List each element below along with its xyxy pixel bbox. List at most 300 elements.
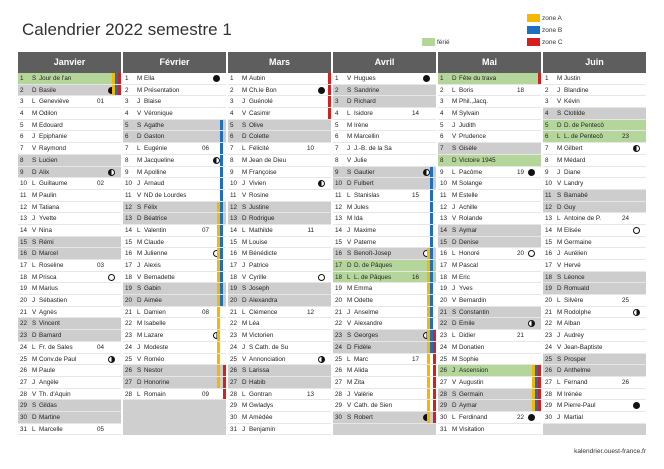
weekday-letter: L bbox=[557, 215, 561, 223]
day-number: 25 bbox=[335, 355, 343, 363]
day-row[interactable] bbox=[438, 318, 541, 330]
day-row[interactable] bbox=[543, 178, 646, 190]
day-row[interactable] bbox=[438, 260, 541, 272]
day-row[interactable] bbox=[543, 307, 646, 319]
week-number: 09 bbox=[201, 390, 209, 398]
day-row[interactable] bbox=[333, 365, 436, 377]
zone-c-bar bbox=[328, 73, 331, 84]
weekday-letter: V bbox=[137, 191, 142, 199]
day-row[interactable] bbox=[333, 155, 436, 167]
day-row[interactable] bbox=[18, 330, 121, 342]
day-number: 6 bbox=[335, 133, 339, 141]
saint-name: Guénolé bbox=[249, 98, 273, 106]
day-row[interactable] bbox=[543, 283, 646, 295]
week-number: 11 bbox=[307, 226, 314, 234]
day-row[interactable] bbox=[123, 120, 226, 132]
weekday-letter: J bbox=[242, 98, 246, 106]
day-row[interactable] bbox=[228, 400, 331, 412]
day-row[interactable] bbox=[123, 295, 226, 307]
day-row[interactable] bbox=[333, 330, 436, 342]
day-row[interactable] bbox=[228, 330, 331, 342]
saint-name: Richard bbox=[354, 98, 376, 106]
day-row[interactable] bbox=[123, 283, 226, 295]
saint-name: Colette bbox=[249, 133, 269, 141]
day-row[interactable] bbox=[228, 354, 331, 366]
legend-zone-c-label: zone C bbox=[542, 38, 563, 46]
zone-c-bar bbox=[433, 330, 436, 341]
day-number: 7 bbox=[125, 145, 129, 153]
day-row[interactable] bbox=[18, 225, 121, 237]
zone-c-bar bbox=[538, 365, 541, 376]
zone-a-bar bbox=[217, 307, 220, 318]
day-row[interactable] bbox=[543, 412, 646, 424]
month-header: Mars bbox=[228, 52, 331, 73]
day-row[interactable] bbox=[543, 295, 646, 307]
day-row[interactable] bbox=[123, 108, 226, 120]
day-row[interactable] bbox=[228, 131, 331, 143]
day-number: 14 bbox=[20, 226, 28, 234]
weekday-letter: J bbox=[452, 367, 456, 375]
day-row[interactable] bbox=[543, 96, 646, 108]
day-row[interactable] bbox=[228, 202, 331, 214]
day-number: 16 bbox=[230, 250, 238, 258]
day-row[interactable] bbox=[18, 354, 121, 366]
day-row[interactable] bbox=[123, 342, 226, 354]
day-row[interactable] bbox=[123, 202, 226, 214]
day-row[interactable] bbox=[438, 85, 541, 97]
day-row[interactable] bbox=[333, 412, 436, 424]
day-row[interactable] bbox=[228, 73, 331, 85]
day-row[interactable] bbox=[18, 260, 121, 272]
saint-name: Didier bbox=[459, 332, 476, 340]
day-row[interactable] bbox=[228, 365, 331, 377]
weekday-letter: J bbox=[242, 262, 246, 269]
day-number: 5 bbox=[230, 121, 234, 129]
day-row[interactable] bbox=[123, 213, 226, 225]
day-row[interactable] bbox=[228, 155, 331, 167]
weekday-letter: D bbox=[557, 285, 562, 293]
day-row[interactable] bbox=[438, 342, 541, 354]
day-row[interactable] bbox=[543, 120, 646, 132]
day-number: 27 bbox=[230, 378, 238, 386]
day-row[interactable] bbox=[543, 389, 646, 401]
zone-a-bar bbox=[217, 342, 220, 353]
day-row[interactable] bbox=[18, 283, 121, 295]
day-row[interactable] bbox=[123, 307, 226, 319]
day-row[interactable] bbox=[543, 377, 646, 389]
zone-b-bar bbox=[430, 272, 433, 283]
day-row[interactable] bbox=[333, 283, 436, 295]
day-row[interactable] bbox=[123, 178, 226, 190]
day-row[interactable] bbox=[333, 342, 436, 354]
day-row[interactable] bbox=[228, 307, 331, 319]
weekday-letter: M bbox=[137, 332, 143, 340]
day-row[interactable] bbox=[18, 131, 121, 143]
saint-name: Zita bbox=[354, 378, 365, 386]
day-row[interactable] bbox=[333, 260, 436, 272]
day-row[interactable] bbox=[333, 143, 436, 155]
weekday-letter: D bbox=[137, 297, 142, 305]
day-row[interactable] bbox=[543, 85, 646, 97]
day-row[interactable] bbox=[333, 85, 436, 97]
day-row[interactable] bbox=[18, 202, 121, 214]
day-number: 16 bbox=[335, 250, 343, 258]
saint-name: Benjamin bbox=[249, 425, 276, 433]
day-row[interactable] bbox=[228, 424, 331, 436]
day-row[interactable] bbox=[18, 120, 121, 132]
day-row[interactable] bbox=[333, 73, 436, 85]
day-number: 21 bbox=[230, 308, 238, 316]
day-row[interactable] bbox=[18, 318, 121, 330]
zone-c-bar bbox=[223, 389, 226, 400]
day-row[interactable] bbox=[123, 354, 226, 366]
day-row[interactable] bbox=[333, 389, 436, 401]
day-row[interactable] bbox=[438, 377, 541, 389]
day-row[interactable] bbox=[228, 178, 331, 190]
day-number: 25 bbox=[125, 355, 133, 363]
day-row[interactable] bbox=[438, 96, 541, 108]
day-row[interactable] bbox=[438, 178, 541, 190]
day-row[interactable] bbox=[438, 155, 541, 167]
day-row[interactable] bbox=[333, 213, 436, 225]
day-row[interactable] bbox=[543, 225, 646, 237]
day-row[interactable] bbox=[228, 96, 331, 108]
day-row[interactable] bbox=[438, 295, 541, 307]
day-row[interactable] bbox=[123, 318, 226, 330]
day-row[interactable] bbox=[438, 248, 541, 260]
day-row[interactable] bbox=[438, 307, 541, 319]
day-row[interactable] bbox=[543, 131, 646, 143]
day-row[interactable] bbox=[228, 85, 331, 97]
day-number: 22 bbox=[545, 320, 553, 328]
day-row[interactable] bbox=[333, 400, 436, 412]
day-row[interactable] bbox=[333, 248, 436, 260]
day-number: 29 bbox=[230, 402, 238, 410]
day-row[interactable] bbox=[438, 389, 541, 401]
weekday-letter: J bbox=[557, 332, 561, 340]
day-row[interactable] bbox=[228, 120, 331, 132]
day-row[interactable] bbox=[123, 248, 226, 260]
day-row[interactable] bbox=[228, 377, 331, 389]
day-row[interactable] bbox=[438, 412, 541, 424]
day-number: 20 bbox=[545, 297, 553, 305]
saint-name: Sylvain bbox=[459, 110, 480, 118]
day-row[interactable] bbox=[18, 143, 121, 155]
week-number: 04 bbox=[96, 343, 104, 351]
day-row[interactable] bbox=[123, 155, 226, 167]
day-number: 22 bbox=[335, 320, 343, 328]
day-row[interactable] bbox=[438, 237, 541, 249]
day-row[interactable] bbox=[18, 73, 121, 85]
day-row[interactable] bbox=[333, 272, 436, 284]
day-row[interactable] bbox=[438, 73, 541, 85]
weekday-letter: L bbox=[137, 226, 141, 234]
day-row[interactable] bbox=[18, 424, 121, 436]
saint-name: Anthelme bbox=[564, 367, 591, 375]
day-row[interactable] bbox=[543, 400, 646, 412]
zone-b-bar bbox=[430, 307, 433, 318]
day-row[interactable] bbox=[333, 354, 436, 366]
weekday-letter: D bbox=[452, 75, 457, 82]
saint-name: Basile bbox=[39, 86, 57, 94]
day-row[interactable] bbox=[438, 202, 541, 214]
day-number: 30 bbox=[20, 413, 28, 421]
day-row[interactable] bbox=[333, 202, 436, 214]
day-number: 7 bbox=[545, 145, 549, 153]
day-row[interactable] bbox=[438, 283, 541, 295]
weekday-letter: D bbox=[242, 378, 247, 386]
zone-b-bar bbox=[220, 131, 223, 142]
saint-name: Rosine bbox=[249, 191, 269, 199]
weekday-letter: L bbox=[242, 308, 246, 316]
day-row[interactable] bbox=[333, 167, 436, 179]
day-number: 19 bbox=[230, 285, 238, 293]
day-row[interactable] bbox=[333, 377, 436, 389]
weekday-letter: D bbox=[32, 86, 37, 94]
day-row[interactable] bbox=[228, 248, 331, 260]
day-row[interactable] bbox=[438, 365, 541, 377]
day-row[interactable] bbox=[228, 412, 331, 424]
day-row[interactable] bbox=[438, 424, 541, 436]
day-row[interactable] bbox=[123, 225, 226, 237]
day-row[interactable] bbox=[123, 377, 226, 389]
day-row[interactable] bbox=[333, 120, 436, 132]
day-row[interactable] bbox=[123, 330, 226, 342]
day-row[interactable] bbox=[333, 190, 436, 202]
day-row[interactable] bbox=[18, 108, 121, 120]
weekday-letter: D bbox=[242, 215, 247, 223]
day-row[interactable] bbox=[228, 272, 331, 284]
day-number: 11 bbox=[545, 191, 552, 199]
day-row[interactable] bbox=[18, 272, 121, 284]
day-row[interactable] bbox=[228, 260, 331, 272]
weekday-letter: M bbox=[32, 191, 38, 199]
saint-name: Th. d'Aquin bbox=[39, 390, 71, 398]
day-row[interactable] bbox=[18, 248, 121, 260]
first-quarter-moon-icon bbox=[528, 320, 535, 327]
day-row[interactable] bbox=[18, 365, 121, 377]
zone-c-bar bbox=[433, 389, 436, 400]
day-row[interactable] bbox=[18, 167, 121, 179]
zone-a-bar bbox=[427, 412, 430, 423]
day-row[interactable] bbox=[18, 389, 121, 401]
day-row[interactable] bbox=[438, 143, 541, 155]
full-moon-icon bbox=[423, 75, 430, 82]
day-number: 8 bbox=[545, 156, 549, 164]
day-row[interactable] bbox=[438, 190, 541, 202]
day-row[interactable] bbox=[18, 237, 121, 249]
day-row[interactable] bbox=[123, 260, 226, 272]
day-row[interactable] bbox=[438, 213, 541, 225]
day-row[interactable] bbox=[333, 108, 436, 120]
day-number: 6 bbox=[20, 133, 24, 141]
saint-name: Paterne bbox=[354, 238, 377, 246]
day-row[interactable] bbox=[333, 178, 436, 190]
day-row[interactable] bbox=[18, 213, 121, 225]
day-row[interactable] bbox=[543, 365, 646, 377]
day-row[interactable] bbox=[228, 108, 331, 120]
saint-name: Clotilde bbox=[564, 110, 585, 118]
saint-name: Nina bbox=[39, 226, 52, 234]
day-row[interactable] bbox=[18, 85, 121, 97]
day-row[interactable] bbox=[438, 225, 541, 237]
zone-b-bar bbox=[430, 213, 433, 224]
day-row[interactable] bbox=[543, 155, 646, 167]
zone-c-bar bbox=[538, 73, 541, 84]
day-row[interactable] bbox=[123, 73, 226, 85]
day-row[interactable] bbox=[543, 272, 646, 284]
day-row[interactable] bbox=[543, 237, 646, 249]
day-row[interactable] bbox=[438, 108, 541, 120]
day-row[interactable] bbox=[333, 318, 436, 330]
day-row[interactable] bbox=[18, 412, 121, 424]
weekday-letter: S bbox=[347, 168, 352, 176]
day-row[interactable] bbox=[228, 190, 331, 202]
saint-name: Félicité bbox=[249, 145, 269, 153]
day-row[interactable] bbox=[123, 85, 226, 97]
months-grid bbox=[18, 52, 646, 435]
day-row[interactable] bbox=[18, 307, 121, 319]
weekday-letter: D bbox=[347, 343, 352, 351]
day-number: 27 bbox=[335, 378, 343, 386]
weekday-letter: D bbox=[32, 413, 37, 421]
day-row[interactable] bbox=[18, 377, 121, 389]
day-row[interactable] bbox=[123, 96, 226, 108]
day-row[interactable] bbox=[228, 143, 331, 155]
weekday-letter: V bbox=[452, 215, 457, 223]
day-row[interactable] bbox=[333, 237, 436, 249]
day-number: 1 bbox=[440, 75, 444, 82]
saint-name: Visitation bbox=[459, 425, 485, 433]
zone-b-bar bbox=[430, 202, 433, 213]
day-number: 20 bbox=[440, 297, 448, 305]
day-row[interactable] bbox=[438, 354, 541, 366]
day-row[interactable] bbox=[228, 342, 331, 354]
saint-name: Rolande bbox=[459, 215, 483, 223]
day-row[interactable] bbox=[333, 131, 436, 143]
day-row[interactable] bbox=[333, 307, 436, 319]
weekday-letter: M bbox=[347, 297, 353, 305]
day-number: 19 bbox=[335, 285, 343, 293]
day-row[interactable] bbox=[543, 143, 646, 155]
weekday-letter: D bbox=[137, 378, 142, 386]
day-row[interactable] bbox=[438, 400, 541, 412]
day-number: 26 bbox=[20, 367, 28, 375]
saint-name: Blaise bbox=[144, 98, 162, 106]
day-row[interactable] bbox=[18, 342, 121, 354]
day-number: 23 bbox=[230, 332, 238, 340]
zone-b-bar bbox=[220, 143, 223, 154]
day-row[interactable] bbox=[543, 260, 646, 272]
day-row[interactable] bbox=[333, 96, 436, 108]
day-row[interactable] bbox=[438, 272, 541, 284]
day-row[interactable] bbox=[123, 237, 226, 249]
day-number: 29 bbox=[20, 402, 28, 410]
weekday-letter: J bbox=[242, 425, 246, 433]
weekday-letter: D bbox=[137, 133, 142, 141]
day-row[interactable] bbox=[228, 213, 331, 225]
day-row[interactable] bbox=[18, 96, 121, 108]
zone-a-bar bbox=[217, 330, 220, 341]
weekday-letter: L bbox=[32, 425, 36, 433]
day-row[interactable] bbox=[228, 295, 331, 307]
day-row[interactable] bbox=[18, 178, 121, 190]
day-row[interactable] bbox=[18, 295, 121, 307]
day-row[interactable] bbox=[123, 272, 226, 284]
day-row[interactable] bbox=[543, 318, 646, 330]
day-row[interactable] bbox=[543, 73, 646, 85]
weekday-letter: V bbox=[347, 320, 352, 328]
day-row[interactable] bbox=[543, 202, 646, 214]
day-row[interactable] bbox=[123, 389, 226, 401]
saint-name: Présentation bbox=[144, 86, 180, 94]
weekday-letter: S bbox=[242, 203, 247, 211]
day-number: 14 bbox=[230, 226, 238, 234]
empty-day-cell bbox=[333, 424, 436, 436]
day-row[interactable] bbox=[438, 131, 541, 143]
day-row[interactable] bbox=[228, 167, 331, 179]
weekday-letter: J bbox=[347, 308, 351, 316]
day-row[interactable] bbox=[123, 167, 226, 179]
day-number: 21 bbox=[20, 308, 28, 316]
day-number: 7 bbox=[335, 145, 339, 153]
last-quarter-moon-icon bbox=[423, 169, 430, 176]
day-row[interactable] bbox=[543, 190, 646, 202]
day-number: 26 bbox=[125, 367, 133, 375]
day-row[interactable] bbox=[333, 225, 436, 237]
day-row[interactable] bbox=[123, 190, 226, 202]
day-row[interactable] bbox=[543, 108, 646, 120]
day-row[interactable] bbox=[333, 295, 436, 307]
zone-c-bar bbox=[118, 85, 121, 96]
weekday-letter: S bbox=[137, 203, 142, 211]
day-row[interactable] bbox=[438, 167, 541, 179]
day-row[interactable] bbox=[543, 213, 646, 225]
day-row[interactable] bbox=[438, 330, 541, 342]
day-row[interactable] bbox=[228, 237, 331, 249]
day-row[interactable] bbox=[123, 365, 226, 377]
day-row[interactable] bbox=[228, 283, 331, 295]
day-row[interactable] bbox=[18, 190, 121, 202]
day-row[interactable] bbox=[18, 155, 121, 167]
weekday-letter: M bbox=[347, 367, 353, 375]
day-row[interactable] bbox=[228, 318, 331, 330]
day-row[interactable] bbox=[123, 131, 226, 143]
day-row[interactable] bbox=[543, 354, 646, 366]
weekday-letter: J bbox=[557, 413, 561, 421]
weekday-letter: L bbox=[452, 86, 456, 94]
saint-name: Alida bbox=[354, 367, 369, 375]
day-row[interactable] bbox=[543, 342, 646, 354]
zone-b-swatch bbox=[527, 26, 540, 34]
day-row[interactable] bbox=[228, 389, 331, 401]
day-row[interactable] bbox=[228, 225, 331, 237]
day-row[interactable] bbox=[543, 248, 646, 260]
day-number: 6 bbox=[440, 133, 444, 141]
weekday-letter: D bbox=[242, 297, 247, 305]
saint-name: Maxime bbox=[354, 226, 377, 234]
day-row[interactable] bbox=[18, 400, 121, 412]
saint-name: Alexandre bbox=[354, 320, 383, 328]
zone-b-bar bbox=[430, 318, 433, 329]
day-number: 21 bbox=[125, 308, 133, 316]
day-row[interactable] bbox=[543, 330, 646, 342]
saint-name: Médard bbox=[564, 156, 586, 164]
day-number: 9 bbox=[545, 168, 549, 176]
day-row[interactable] bbox=[543, 167, 646, 179]
day-row[interactable] bbox=[123, 143, 226, 155]
day-row[interactable] bbox=[438, 120, 541, 132]
